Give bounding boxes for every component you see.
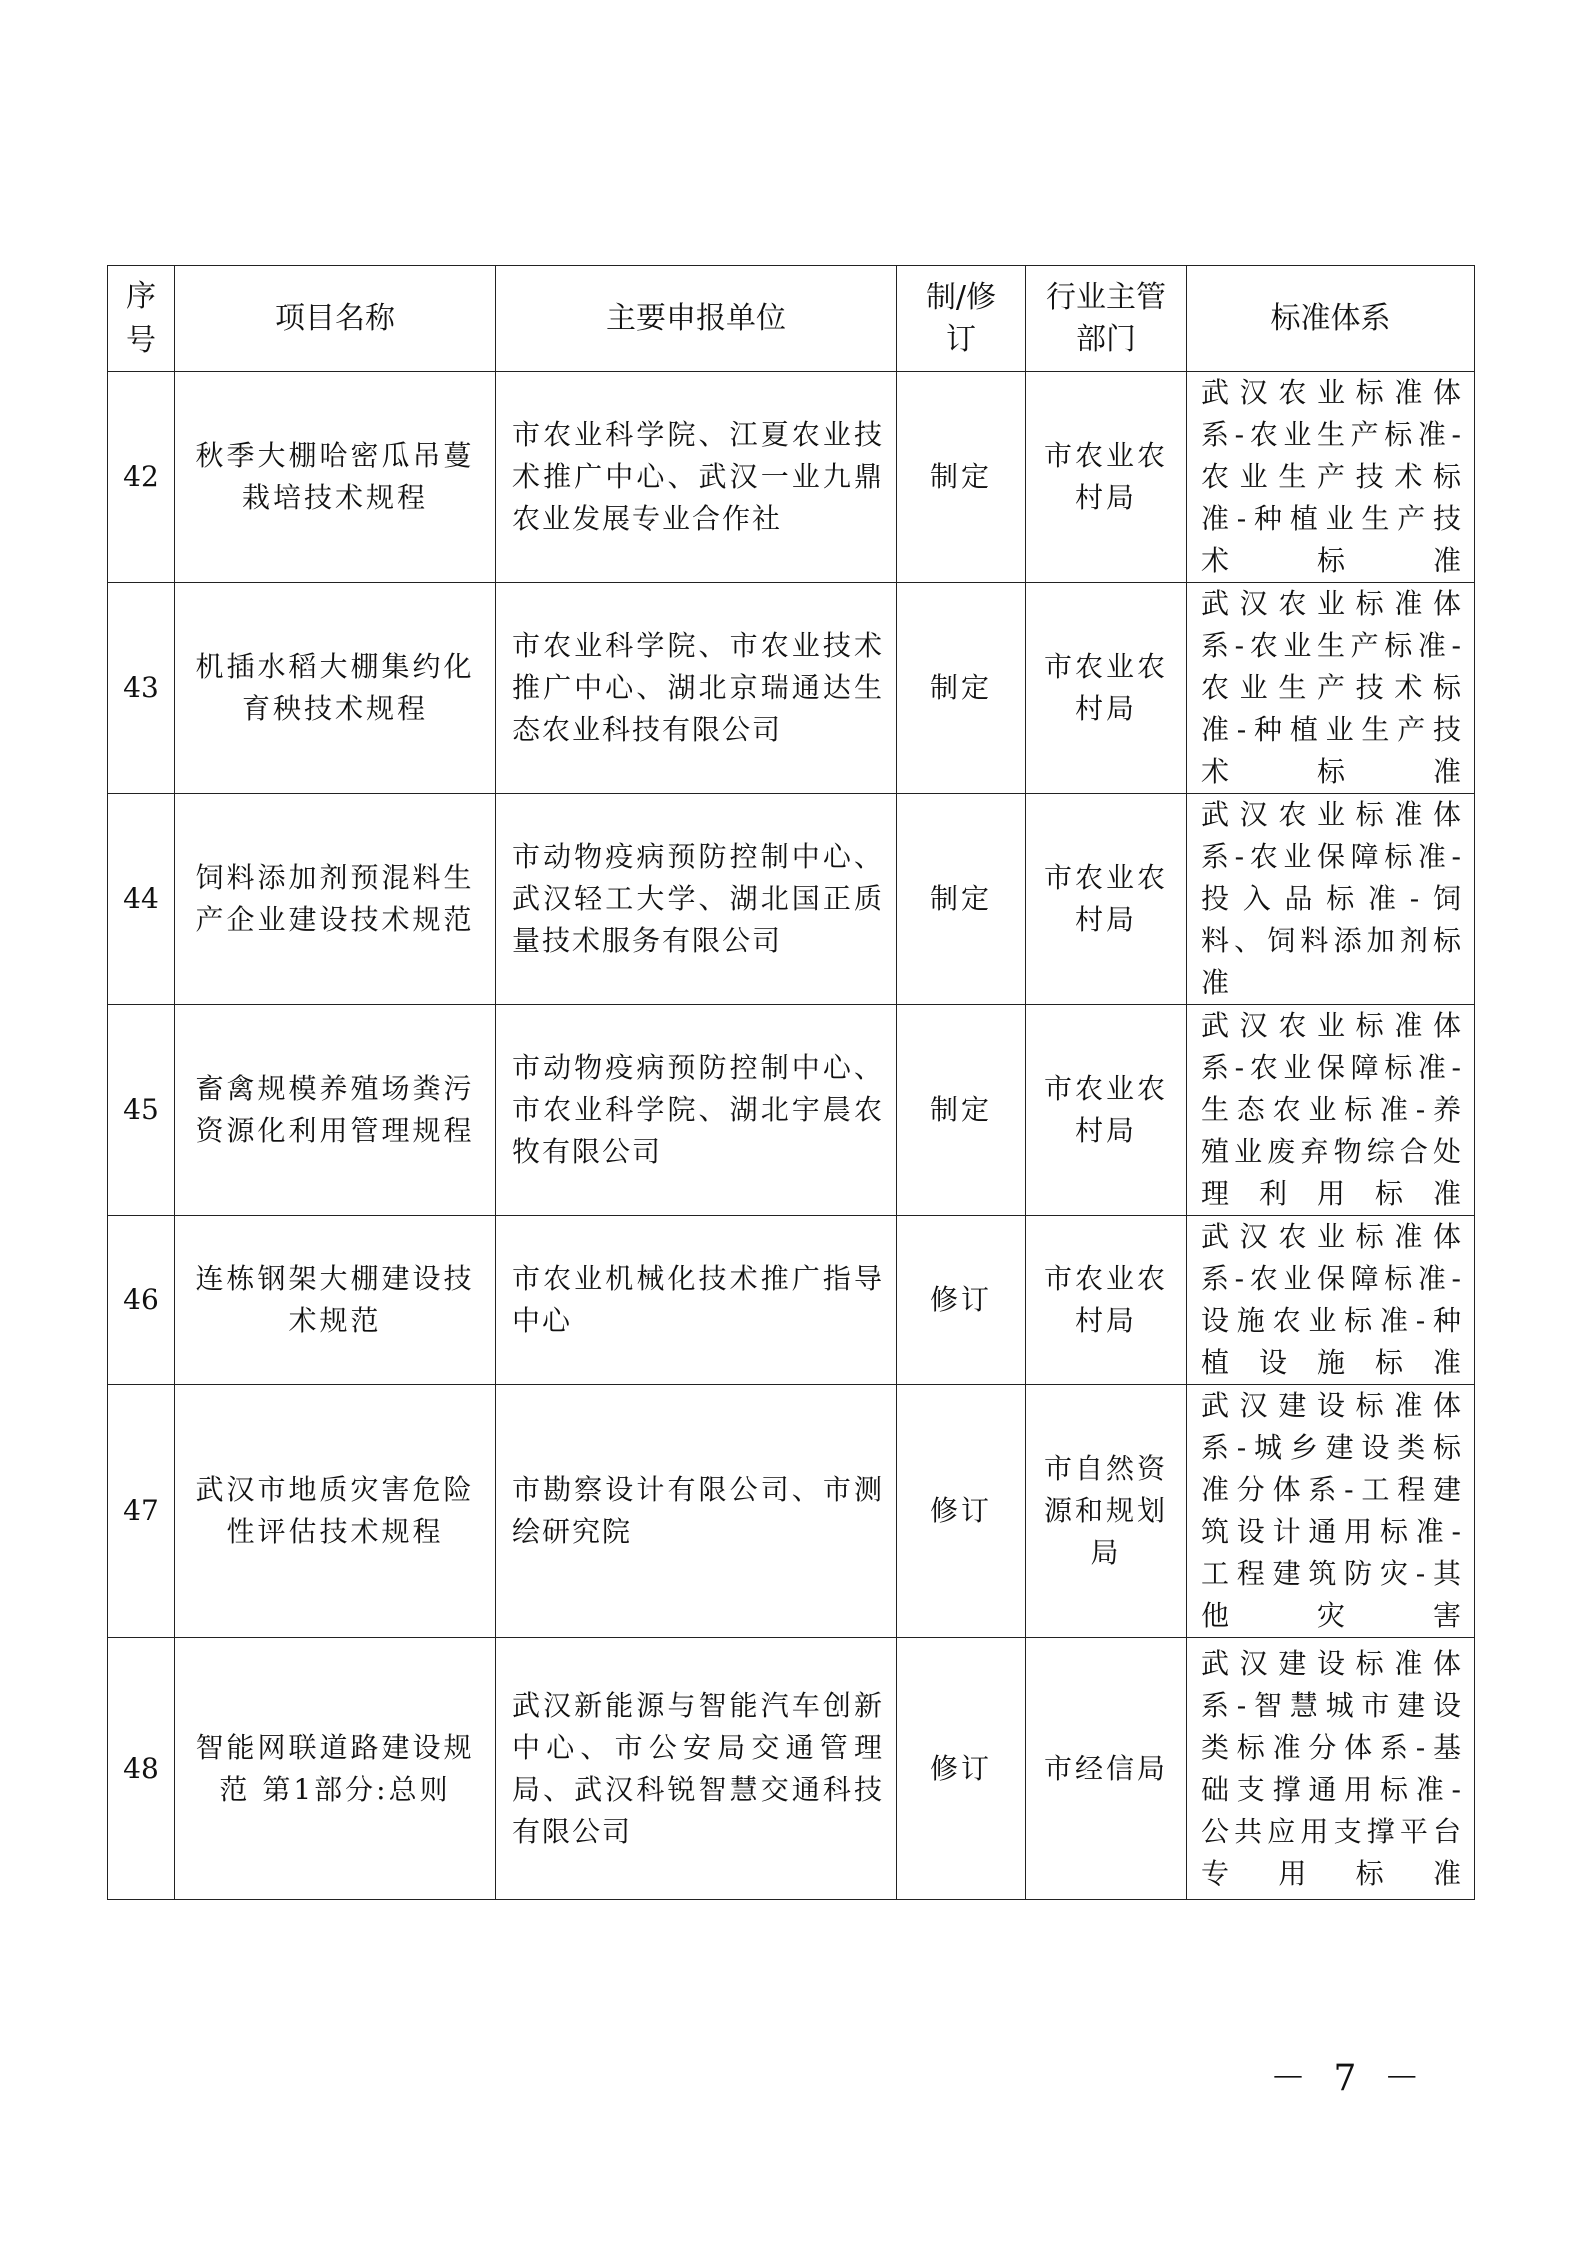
header-project-name: 项目名称 [175,266,496,372]
row-project-name: 机插水稻大棚集约化育秧技术规程 [175,583,496,794]
row-standard-system: 武汉农业标准体系-农业保障标准-设施农业标准-种植设施标准 [1187,1216,1475,1385]
table-row [108,372,1475,583]
row-department: 市经信局 [1026,1638,1187,1900]
row-standard-system: 武汉农业标准体系-农业生产标准-农业生产技术标准-种植业生产技术标准 [1187,583,1475,794]
row-applicant-unit: 市农业科学院、市农业技术推广中心、湖北京瑞通达生态农业科技有限公司 [496,583,897,794]
row-department: 市农业农村局 [1026,1005,1187,1216]
row-standard-system: 武汉建设标准体系-城乡建设类标准分体系-工程建筑设计通用标准-工程建筑防灾-其他灾害 [1187,1385,1475,1638]
row-applicant-unit: 武汉新能源与智能汽车创新中心、市公安局交通管理局、武汉科锐智慧交通科技有限公司 [496,1638,897,1900]
row-type: 制定 [897,1005,1026,1216]
header-applicant-unit: 主要申报单位 [496,266,897,372]
row-type: 制定 [897,794,1026,1005]
row-standard-system: 武汉建设标准体系-智慧城市建设类标准分体系-基础支撑通用标准-公共应用支撑平台专用标准 [1187,1638,1475,1900]
row-type: 修订 [897,1216,1026,1385]
row-applicant-unit: 市农业科学院、江夏农业技术推广中心、武汉一业九鼎农业发展专业合作社 [496,372,897,583]
row-project-name: 武汉市地质灾害危险性评估技术规程 [175,1385,496,1638]
row-type: 修订 [897,1638,1026,1900]
table-row [108,794,1475,1005]
row-department: 市自然资源和规划局 [1026,1385,1187,1638]
header-type: 制/修订 [897,266,1026,372]
row-applicant-unit: 市勘察设计有限公司、市测绘研究院 [496,1385,897,1638]
row-applicant-unit: 市动物疫病预防控制中心、市农业科学院、湖北宇晨农牧有限公司 [496,1005,897,1216]
row-project-name: 饲料添加剂预混料生产企业建设技术规范 [175,794,496,1005]
table-row [108,1216,1475,1385]
row-department: 市农业农村局 [1026,583,1187,794]
table-row [108,1005,1475,1216]
row-standard-system: 武汉农业标准体系-农业生产标准-农业生产技术标准-种植业生产技术标准 [1187,372,1475,583]
row-standard-system: 武汉农业标准体系-农业保障标准-生态农业标准-养殖业废弃物综合处理利用标准 [1187,1005,1475,1216]
row-seq: 45 [108,1005,175,1216]
row-department: 市农业农村局 [1026,1216,1187,1385]
row-project-name: 畜禽规模养殖场粪污资源化利用管理规程 [175,1005,496,1216]
header-department: 行业主管部门 [1026,266,1187,372]
row-type: 制定 [897,583,1026,794]
row-project-name: 连栋钢架大棚建设技术规范 [175,1216,496,1385]
row-department: 市农业农村局 [1026,794,1187,1005]
header-seq: 序号 [108,266,175,372]
standards-project-table [107,265,1475,1900]
row-seq: 47 [108,1385,175,1638]
row-seq: 43 [108,583,175,794]
row-seq: 44 [108,794,175,1005]
row-type: 修订 [897,1385,1026,1638]
row-type: 制定 [897,372,1026,583]
row-project-name: 智能网联道路建设规范 第1部分:总则 [175,1638,496,1900]
row-seq: 48 [108,1638,175,1900]
row-standard-system: 武汉农业标准体系-农业保障标准-投入品标准-饲料、饲料添加剂标准 [1187,794,1475,1005]
table-row [108,1385,1475,1638]
row-seq: 42 [108,372,175,583]
header-standard-system: 标准体系 [1187,266,1475,372]
table-row [108,583,1475,794]
row-applicant-unit: 市动物疫病预防控制中心、武汉轻工大学、湖北国正质量技术服务有限公司 [496,794,897,1005]
page-number: － 7 － [1270,2058,1428,2099]
row-department: 市农业农村局 [1026,372,1187,583]
row-project-name: 秋季大棚哈密瓜吊蔓栽培技术规程 [175,372,496,583]
table-header-row [108,266,1475,372]
table-row [108,1638,1475,1900]
row-applicant-unit: 市农业机械化技术推广指导中心 [496,1216,897,1385]
row-seq: 46 [108,1216,175,1385]
